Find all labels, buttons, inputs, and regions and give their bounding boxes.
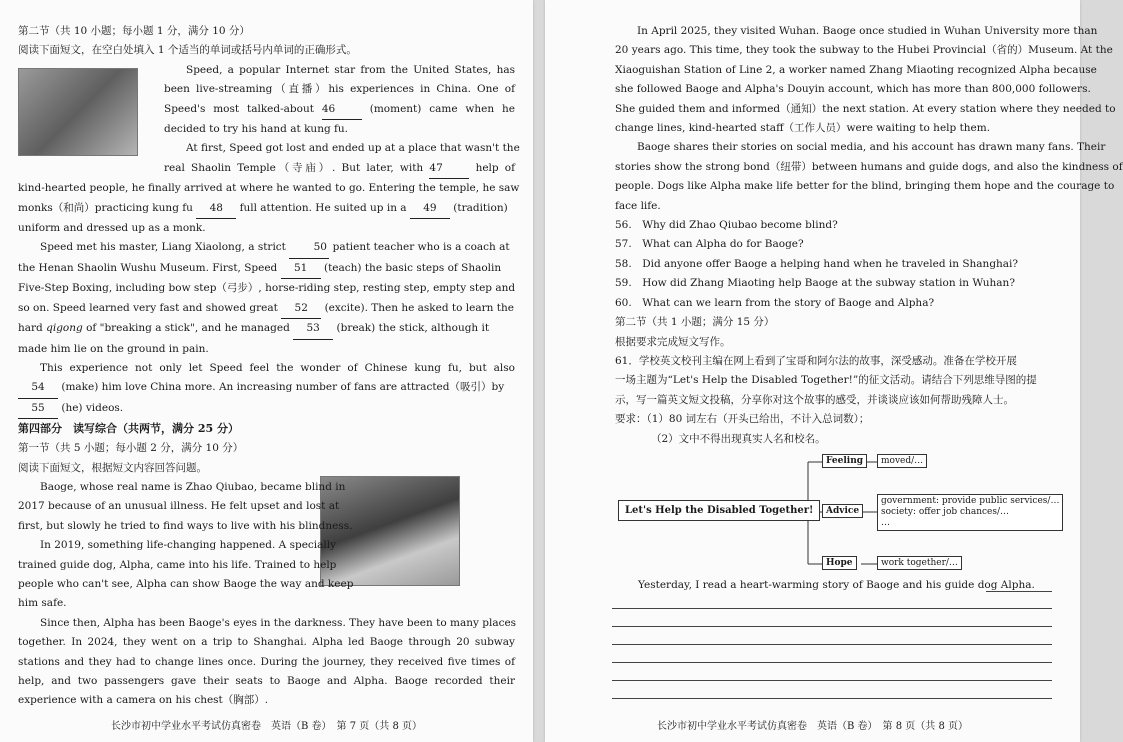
para3-line6: made him lie on the ground in pain. bbox=[18, 342, 209, 355]
para1-line1: Speed, a popular Internet star from the United States, has bbox=[186, 63, 515, 76]
para4-line2: 54 (make) him love China more. An increasing number of fans are attracted（吸引）by bbox=[18, 378, 515, 398]
part4-section1: 第一节（共 5 小题；每小题 2 分，满分 10 分） bbox=[18, 442, 244, 455]
para3-line2: the Henan Shaolin Wushu Museum. First, Speed 51 (teach) the basic steps of Shaolin bbox=[18, 259, 515, 279]
blank-46[interactable]: 46 bbox=[322, 100, 362, 120]
para3-line3: Five-Step Boxing, including bow step（弓步）, horse-riding step, resting step, empty step and bbox=[18, 282, 516, 295]
blank-53[interactable]: 53 bbox=[293, 319, 333, 339]
para1-line3: Speed's most talked-about 46 (moment) came when he bbox=[164, 100, 515, 120]
task-line1: 61．学校英文校刊主编在网上看到了宝哥和阿尔法的故事，深受感动。准备在学校开展 bbox=[615, 354, 1017, 367]
part4-header: 第四部分 读写综合（共两节，满分 25 分） bbox=[18, 422, 239, 436]
mindmap-hope: Hope bbox=[822, 556, 857, 570]
blank-54[interactable]: 54 bbox=[18, 378, 58, 398]
mindmap-hope-note: work together/… bbox=[877, 556, 962, 570]
writing-line-4[interactable] bbox=[612, 662, 1052, 663]
r-story-line2: 20 years ago. This time, they took the subway to the Hubei Provincial（省的）Museum. At the bbox=[615, 44, 1113, 57]
mindmap-feeling: Feeling bbox=[822, 454, 867, 468]
para1-line2: been live-streaming（直播）his experiences in China. One of bbox=[164, 83, 515, 96]
r-story-line7: Baoge shares their stories on social media, and his account has drawn many fans. Their bbox=[637, 141, 1106, 154]
requirement-2: （2）文中不得出现真实人名和校名。 bbox=[651, 432, 826, 445]
r-story-line3: Xiaoguishan Station of Line 2, a worker named Zhang Miaoting recognized Alpha because bbox=[615, 63, 1097, 76]
story-line7: him safe. bbox=[18, 597, 67, 610]
writing-line-1[interactable] bbox=[612, 608, 1052, 609]
task-line3: 示，写一篇英文短文投稿，分享你对这个故事的感受，并谈谈应该如何帮助残障人士。 bbox=[615, 393, 1014, 406]
section2-header: 第二节（共 10 小题；每小题 1 分，满分 10 分） bbox=[18, 25, 250, 37]
blank-49[interactable]: 49 bbox=[410, 199, 450, 219]
part4-instruction: 阅读下面短文，根据短文内容回答问题。 bbox=[18, 461, 207, 474]
para4-line3: 55 (he) videos. bbox=[18, 399, 515, 419]
section2-header-right: 第二节（共 1 小题；满分 15 分） bbox=[615, 316, 775, 329]
mindmap-center: Let's Help the Disabled Together! bbox=[618, 500, 820, 521]
mindmap-advice: Advice bbox=[822, 504, 863, 518]
question-58: 58. Did anyone offer Baoge a helping hand when he traveled in Shanghai? bbox=[615, 257, 1019, 270]
blank-55[interactable]: 55 bbox=[18, 399, 58, 419]
writing-line-3[interactable] bbox=[612, 644, 1052, 645]
r-story-line5: She guided them and informed（通知）the next station. At every station where they needed to bbox=[615, 102, 1116, 115]
writing-line-5[interactable] bbox=[612, 680, 1052, 681]
task-line2: 一场主题为“Let's Help the Disabled Together!”的征文活动。请结合下列思维导图的提 bbox=[615, 374, 1037, 387]
story-line2: 2017 because of an unusual illness. He felt upset and lost at bbox=[18, 500, 340, 513]
blank-48[interactable]: 48 bbox=[196, 199, 236, 219]
page-7-footer: 长沙市初中学业水平考试仿真密卷 英语（B 卷） 第 7 页（共 8 页） bbox=[111, 721, 422, 732]
writing-line-6[interactable] bbox=[612, 698, 1052, 699]
section2-instruction-right: 根据要求完成短文写作。 bbox=[615, 335, 731, 348]
para1-line4: decided to try his hand at kung fu. bbox=[164, 123, 348, 136]
para2-line1: At first, Speed got lost and ended up at a place that wasn't the bbox=[186, 142, 520, 155]
question-57: 57. What can Alpha do for Baoge? bbox=[615, 238, 804, 251]
r-story-line1: In April 2025, they visited Wuhan. Baoge once studied in Wuhan University more than bbox=[637, 25, 1098, 37]
para2-line4: monks（和尚）practicing kung fu 48 full attention. He suited up in a 49 (tradition) bbox=[18, 199, 515, 219]
question-60: 60. What can we learn from the story of Baoge and Alpha? bbox=[615, 296, 935, 309]
writing-line-0[interactable] bbox=[986, 591, 1052, 592]
r-story-line6: change lines, kind-hearted staff（工作人员）were waiting to help them. bbox=[615, 122, 991, 135]
story-line3: first, but slowly he tried to find ways to live with his blindness. bbox=[18, 519, 353, 532]
section2-instruction: 阅读下面短文，在空白处填入 1 个适当的单词或括号内单词的正确形式。 bbox=[18, 44, 357, 57]
story-line1: Baoge, whose real name is Zhao Qiubao, became blind in bbox=[40, 480, 346, 493]
writing-opening: Yesterday, I read a heart-warming story of Baoge and his guide dog Alpha. bbox=[638, 579, 1035, 591]
story-line9: together. In 2024, they went on a trip to Shanghai. Alpha led Baoge through 20 subway bbox=[18, 636, 515, 649]
r-story-line8: stories show the strong bond（纽带）between humans and guide dogs, and also the kindness of bbox=[615, 160, 1123, 173]
para2-line2: real Shaolin Temple（寺庙）. But later, with 47 help of bbox=[164, 159, 515, 179]
story-line8: Since then, Alpha has been Baoge's eyes in the darkness. They have been to many places bbox=[40, 616, 517, 629]
blank-52[interactable]: 52 bbox=[281, 299, 321, 319]
writing-line-2[interactable] bbox=[612, 626, 1052, 627]
story-line6: people who can't see, Alpha can show Baoge the way and keep bbox=[18, 577, 354, 590]
story-line5: trained guide dog, Alpha, came into his life. Trained to help bbox=[18, 558, 337, 571]
mindmap-feeling-note: moved/… bbox=[877, 454, 927, 468]
page-8-footer: 长沙市初中学业水平考试仿真密卷 英语（B 卷） 第 8 页（共 8 页） bbox=[657, 721, 968, 732]
para2-line5: uniform and dressed up as a monk. bbox=[18, 222, 206, 235]
question-59: 59. How did Zhang Miaoting help Baoge at the subway station in Wuhan? bbox=[615, 277, 1015, 290]
para3-line5: hard qigong of "breaking a stick", and he managed 53 (break) the stick, although it bbox=[18, 319, 515, 339]
blank-51[interactable]: 51 bbox=[281, 259, 321, 279]
blank-50[interactable]: 50 bbox=[289, 238, 329, 258]
story-line10: stations and they had to change lines once. During the journey, they received five times of bbox=[18, 655, 515, 668]
mindmap-advice-note: government: provide public services/… society: offer job chances/… … bbox=[877, 494, 1063, 531]
r-story-line4: she followed Baoge and Alpha's Douyin account, which has more than 800,000 followers. bbox=[615, 83, 1091, 96]
story-line4: In 2019, something life-changing happened. A specially bbox=[40, 539, 337, 552]
para3-line4: so on. Speed learned very fast and showed great 52 (excite). Then he asked to learn the bbox=[18, 299, 515, 319]
para4-line1: This experience not only let Speed feel the wonder of Chinese kung fu, but also bbox=[40, 361, 515, 374]
r-story-line10: face life. bbox=[615, 199, 661, 212]
blank-47[interactable]: 47 bbox=[429, 159, 469, 179]
requirement-1: 要求：（1）80 词左右（开头已给出，不计入总词数）； bbox=[615, 413, 870, 426]
para3-line1: Speed met his master, Liang Xiaolong, a strict 50 patient teacher who is a coach at bbox=[18, 238, 515, 258]
para2-line3: kind-hearted people, he finally arrived at where he wanted to go. Entering the temple, he saw bbox=[18, 182, 520, 195]
question-56: 56. Why did Zhao Qiubao become blind? bbox=[615, 219, 838, 232]
story-line12: experience with a camera on his chest（胸部）. bbox=[18, 694, 269, 707]
story-line11: help, and two passengers gave their seats to Baoge and Alpha. Baoge recorded their bbox=[18, 675, 515, 687]
r-story-line9: people. Dogs like Alpha make life better for the blind, bringing them hope and the courage to bbox=[615, 180, 1115, 193]
